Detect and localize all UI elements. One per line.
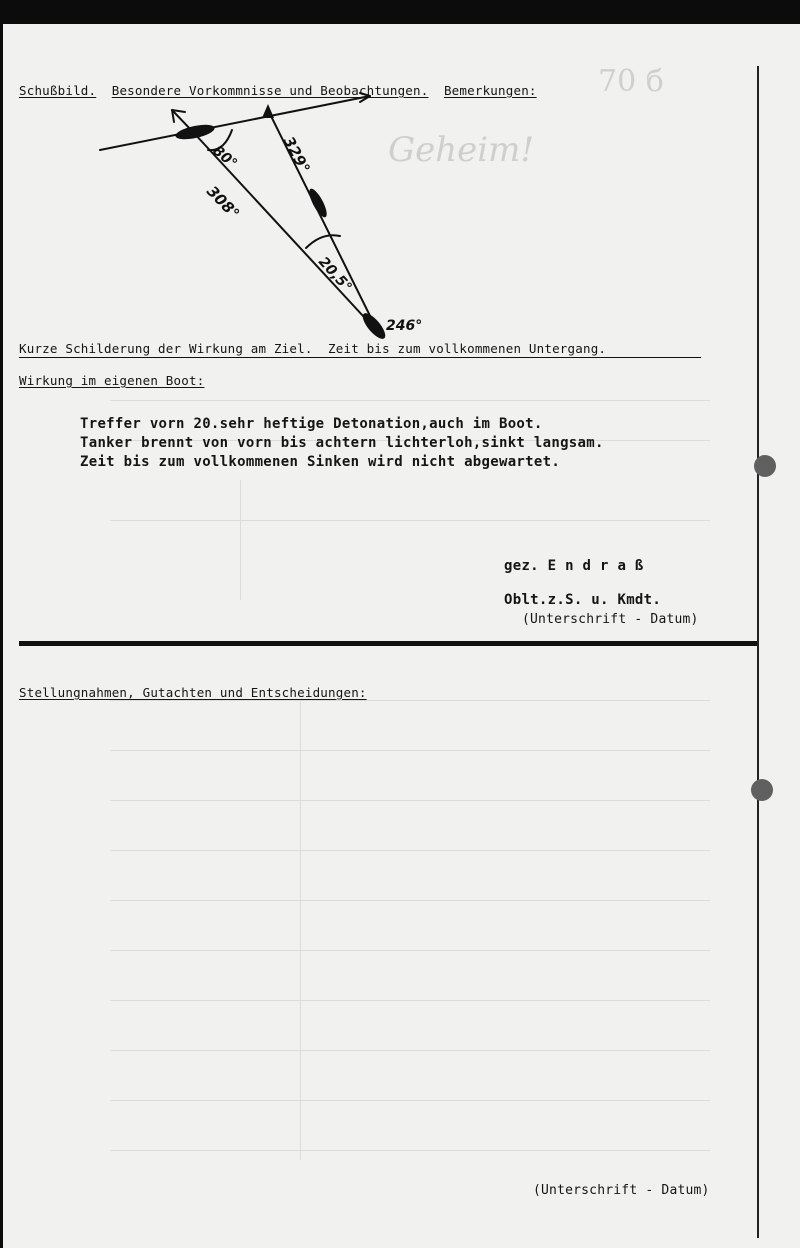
- bleed-stamp-number: 70 б: [598, 64, 664, 99]
- wirkung-boot-title: Wirkung im eigenen Boot:: [19, 373, 205, 388]
- wirkung-ziel-label: Kurze Schilderung der Wirkung am Ziel.: [19, 341, 313, 356]
- sketch-target-arrowhead: [262, 104, 274, 118]
- wirkung-line-2: Tanker brennt von vorn bis achtern lichterloh,sinkt langsam.: [80, 435, 604, 451]
- shot-sketch: [0, 0, 800, 360]
- sketch-target-ship: [174, 122, 216, 142]
- punch-hole-lower: [751, 779, 773, 801]
- header-schussbild: Schußbild.: [19, 83, 97, 98]
- sketch-angle-b: 20,5°: [315, 253, 355, 296]
- punch-hole-upper: [754, 455, 776, 477]
- sketch-bearing-2: 308°: [203, 182, 244, 223]
- untergang-zeit-label: Zeit bis zum vollkommenen Untergang.: [328, 341, 607, 356]
- sketch-torpedo: [306, 187, 330, 220]
- section-divider: [19, 641, 757, 646]
- sketch-bearing-3: 246°: [386, 318, 423, 334]
- wirkung-ziel-row: [19, 341, 606, 356]
- sketch-angle-a: 80°: [209, 142, 241, 173]
- wirkung-line-3: Zeit bis zum vollkommenen Sinken wird nicht abgewartet.: [80, 454, 561, 470]
- sketch-bearing-1: 329°: [279, 133, 314, 177]
- signature-rank: Oblt.z.S. u. Kmdt.: [504, 592, 662, 608]
- stellungnahmen-title: Stellungnahmen, Gutachten und Entscheidungen:: [19, 685, 367, 700]
- sketch-uboat: [359, 310, 389, 342]
- signature-caption: (Unterschrift - Datum): [522, 612, 699, 627]
- wirkung-ziel-underline: [19, 357, 701, 358]
- header-bemerkungen: Bemerkungen:: [443, 83, 537, 98]
- wirkung-line-1: Treffer vorn 20.sehr heftige Detonation,auch im Boot.: [80, 416, 543, 432]
- header-besondere-vorkommnisse: Besondere Vorkommnisse und Beobachtungen.: [111, 83, 429, 98]
- bleed-stamp-text: Geheim!: [388, 130, 535, 170]
- footer-caption: (Unterschrift - Datum): [533, 1183, 710, 1198]
- sketch-ship-course-line: [100, 96, 370, 150]
- signature-name: gez. E n d r a ß: [504, 558, 644, 574]
